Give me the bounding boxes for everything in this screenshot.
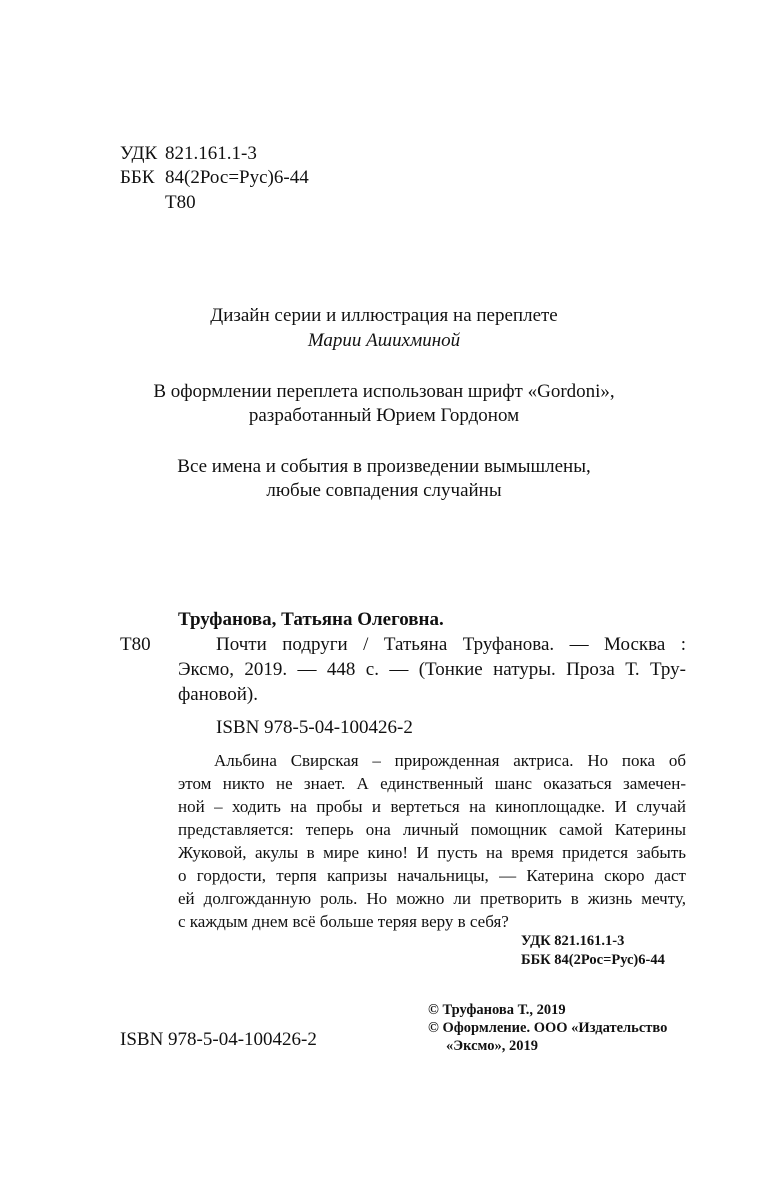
design-credit: Дизайн серии и иллюстрация на переплете	[210, 305, 558, 326]
annotation	[178, 749, 686, 933]
annotation-line: о гордости, терпя капризы начальницы, — Катерина скоро даст	[178, 866, 686, 885]
copyright-line2: © Оформление. ООО «Издательство	[428, 1020, 668, 1036]
annotation-line: ей долгожданную роль. Но можно ли претворить в жизнь мечту,	[178, 889, 686, 908]
copyright-line1: © Труфанова Т., 2019	[428, 1002, 566, 1018]
annotation-line: представляется: теперь она личный помощник самой Катерины	[178, 820, 686, 839]
disclaimer-line1: Все имена и события в произведении вымышлены,	[177, 456, 591, 477]
annotation-line: Альбина Свирская – прирожденная актриса. Но пока об	[214, 751, 686, 770]
font-credit-line2: разработанный Юрием Гордоном	[248, 405, 520, 426]
annotation-line: этом никто не знает. А единственный шанс оказаться замечен-	[178, 774, 686, 793]
designer-name: Марии Ашихминой	[307, 330, 461, 351]
bottom-isbn: ISBN 978-5-04-100426-2	[120, 1029, 317, 1050]
annotation-last-line: с каждым днем всё больше теряя веру в себя?	[178, 912, 509, 931]
annotation-line: Жуковой, акулы в мире кино! И пусть на время придется забыть	[178, 843, 686, 862]
bibliography-line2: Эксмо, 2019. — 448 с. — (Тонкие натуры. Проза Т. Тру-	[178, 659, 686, 680]
copyright-line3: «Эксмо», 2019	[446, 1038, 538, 1054]
footer-bbk: ББК 84(2Рос=Рус)6-44	[521, 952, 665, 968]
font-credit-line1: В оформлении переплета использован шрифт «Gordoni»,	[153, 381, 615, 402]
bibliography-isbn: ISBN 978-5-04-100426-2	[216, 717, 413, 738]
bbk-label: ББК	[120, 167, 155, 188]
bibliography-line1: Почти подруги / Татьяна Труфанова. — Москва :	[216, 634, 686, 655]
annotation-line: ной – ходить на пробы и вертеться на киноплощадке. И случай	[178, 797, 686, 816]
bibliography-mark: Т80	[120, 634, 151, 655]
udk-label: УДК	[120, 143, 158, 164]
disclaimer-line2: любые совпадения случайны	[266, 480, 502, 501]
udk-value: 821.161.1-3	[165, 143, 257, 164]
author-heading: Труфанова, Татьяна Олеговна.	[178, 609, 444, 630]
footer-udk: УДК 821.161.1-3	[521, 933, 625, 949]
author-mark: Т80	[165, 192, 196, 213]
bbk-value: 84(2Рос=Рус)6-44	[165, 167, 309, 188]
bibliography-line3: фановой).	[178, 684, 258, 705]
